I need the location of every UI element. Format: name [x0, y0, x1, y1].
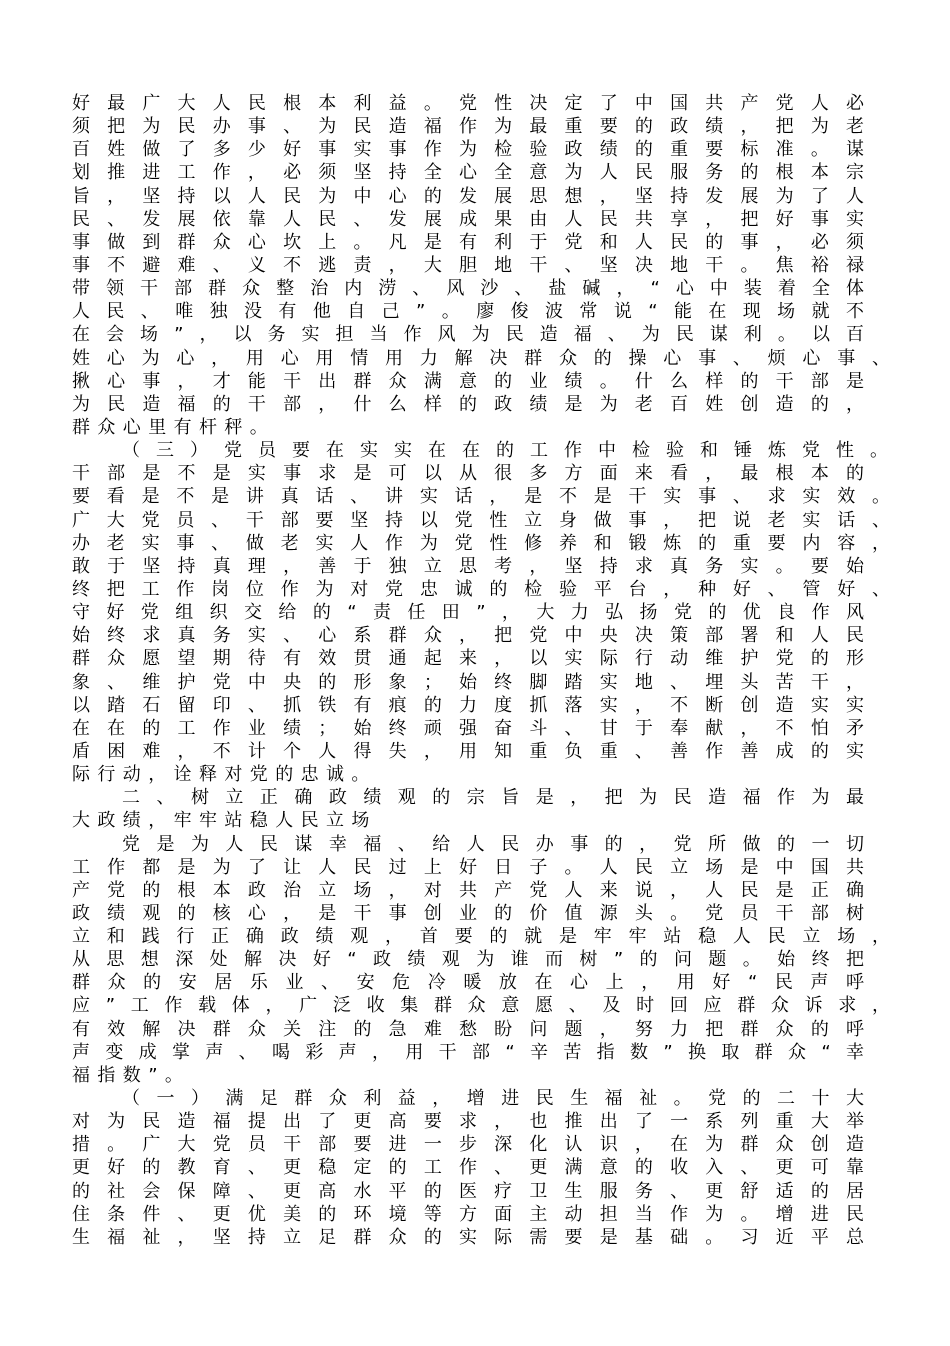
text-line: 旨，坚持以人民为中心的发展思想，坚持发展为了人 — [72, 185, 864, 207]
text-line: 从思想深处解决好“政绩观为谁而树”的问题。始终把 — [72, 949, 864, 971]
text-line: 工作都是为了让人民过上好日子。人民立场是中国共 — [72, 856, 864, 878]
text-line: 事不避难、义不逃责，大胆地干、坚决地干。焦裕禄 — [72, 254, 864, 276]
section-heading: 二、树立正确政绩观的宗旨是，把为民造福作为最 — [122, 787, 864, 809]
text-line: 姓心为心，用心用情用力解决群众的操心事、烦心事、 — [72, 347, 890, 369]
text-line: 生福祉，坚持立足群众的实际需要是基础。习近平总 — [72, 1226, 864, 1248]
text-line: 终把工作岗位作为对党忠诚的检验平台，种好、管好、 — [72, 578, 890, 600]
text-line: 划推进工作，必须坚持全心全意为人民服务的根本宗 — [72, 162, 864, 184]
text-line: 住条件、更优美的环境等方面主动担当作为。增进民 — [72, 1203, 864, 1225]
text-line: 为民造福的干部，什么样的政绩是为老百姓创造的， — [72, 393, 864, 415]
text-line: 好最广大人民根本利益。党性决定了中国共产党人必 — [72, 93, 864, 114]
text-line: 在在的工作业绩；始终顽强奋斗、甘于奉献，不怕矛 — [72, 717, 864, 739]
text-line: 事做到群众心坎上。凡是有利于党和人民的事，必须 — [72, 231, 864, 253]
text-line: 群众的安居乐业、安危冷暖放在心上，用好“民声呼 — [72, 972, 864, 994]
text-line: 群众心里有杆秤。 — [72, 416, 276, 438]
text-line: 的社会保障、更高水平的医疗卫生服务、更舒适的居 — [72, 1180, 864, 1202]
text-line: 揪心事，才能干出群众满意的业绩。什么样的干部是 — [72, 370, 864, 392]
text-line: 带领干部群众整治内涝、风沙、盐碱，“心中装着全体 — [72, 278, 864, 300]
text-line: 党是为人民谋幸福、给人民办事的，党所做的一切 — [122, 833, 864, 855]
text-line: 在会场”，以务实担当作风为民造福、为民谋利。以百 — [72, 324, 864, 346]
text-line: 敢于坚持真理，善于独立思考，坚持求真务实。要始 — [72, 555, 864, 577]
text-line: 百姓做了多少好事实事作为检验政绩的重要标准。谋 — [72, 139, 864, 161]
text-line: 始终求真务实、心系群众，把党中央决策部署和人民 — [72, 625, 864, 647]
text-line: 福指数”。 — [72, 1064, 191, 1086]
text-line: 应”工作载体，广泛收集群众意愿、及时回应群众诉求， — [72, 995, 890, 1017]
section-heading: （三）党员要在实实在在的工作中检验和锤炼党性。 — [122, 440, 888, 462]
text-line: 守好党组织交给的“责任田”，大力弘扬党的优良作风 — [72, 602, 864, 624]
text-line: 人民、唯独没有他自己”。廖俊波常说“能在现场就不 — [72, 301, 864, 323]
text-line: 措。广大党员干部要进一步深化认识，在为群众创造 — [72, 1134, 864, 1156]
text-line: 政绩观的核心，是干事创业的价值源头。党员干部树 — [72, 902, 864, 924]
text-line: 以踏石留印、抓铁有痕的力度抓落实，不断创造实实 — [72, 694, 864, 716]
section-heading: 大政绩，牢牢站稳人民立场 — [72, 810, 377, 832]
text-line: 有效解决群众关注的急难愁盼问题，努力把群众的呼 — [72, 1018, 864, 1040]
text-line: 广大党员、干部要坚持以党性立身做事，把说老实话、 — [72, 509, 890, 531]
document-page — [72, 92, 894, 1249]
text-line: 要看是不是讲真话、讲实话，是不是干实事、求实效。 — [72, 486, 890, 508]
text-line: 产党的根本政治立场，对共产党人来说，人民是正确 — [72, 879, 864, 901]
text-line: 盾困难，不计个人得失，用知重负重、善作善成的实 — [72, 740, 864, 762]
text-line: 声变成掌声、喝彩声，用干部“辛苦指数”换取群众“幸 — [72, 1041, 864, 1063]
text-line: 立和践行正确政绩观，首要的就是牢牢站稳人民立场， — [72, 926, 890, 948]
text-line: 办老实事、做老实人作为党性修养和锻炼的重要内容， — [72, 532, 890, 554]
text-line: 象、维护党中央的形象；始终脚踏实地、埋头苦干， — [72, 671, 864, 693]
text-line: 更好的教育、更稳定的工作、更满意的收入、更可靠 — [72, 1157, 864, 1179]
text-line: 民、发展依靠人民、发展成果由人民共享，把好事实 — [72, 208, 864, 230]
text-line: 际行动，诠释对党的忠诚。 — [72, 764, 377, 786]
text-line: 须把为民办事、为民造福作为最重要的政绩，把为老 — [72, 116, 864, 138]
section-heading: （一）满足群众利益，增进民生福祉。党的二十大 — [122, 1088, 864, 1110]
text-line: 干部是不是实事求是可以从很多方面来看，最根本的 — [72, 463, 864, 485]
text-line: 对为民造福提出了更高要求，也推出了一系列重大举 — [72, 1111, 864, 1133]
text-line: 群众愿望期待有效贯通起来，以实际行动维护党的形 — [72, 648, 864, 670]
